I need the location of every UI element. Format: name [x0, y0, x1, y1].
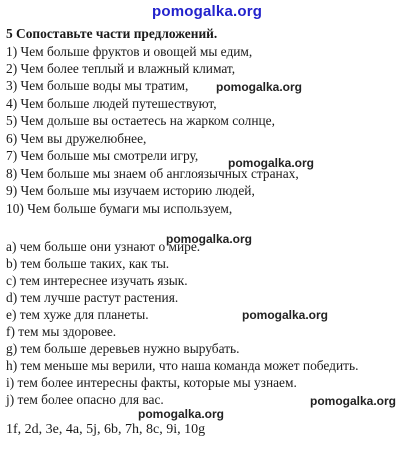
- ending-item: h) тем меньше мы верили, что наша команда может победить.: [6, 358, 359, 373]
- beginning-item: 4) Чем больше людей путешествуют,: [6, 96, 217, 111]
- beginning-item: 5) Чем дольше вы остаетесь на жарком солнце,: [6, 113, 275, 128]
- ending-item: d) тем лучше растут растения.: [6, 290, 179, 305]
- ending-item: a) чем больше они узнают о мире.: [6, 239, 201, 254]
- watermark: pomogalka.org: [228, 156, 315, 170]
- answer-key: 1f, 2d, 3e, 4a, 5j, 6b, 7h, 8c, 9i, 10g: [6, 422, 206, 437]
- beginning-item: 6) Чем вы дружелюбнее,: [6, 131, 147, 146]
- watermark: pomogalka.org: [166, 232, 253, 246]
- watermark: pomogalka.org: [138, 407, 225, 421]
- ending-item: c) тем интереснее изучать язык.: [6, 273, 188, 288]
- ending-item: e) тем хуже для планеты.: [6, 307, 149, 322]
- ending-item: f) тем мы здоровее.: [6, 324, 117, 339]
- beginning-item: 7) Чем больше мы смотрели игру,: [6, 148, 199, 163]
- ending-item: b) тем больше таких, как ты.: [6, 256, 170, 271]
- watermark: pomogalka.org: [216, 80, 303, 94]
- ending-item: g) тем больше деревьев нужно вырубать.: [6, 341, 240, 356]
- beginning-item: 9) Чем больше мы изучаем историю людей,: [6, 183, 255, 198]
- beginning-item: 8) Чем больше мы знаем об англоязычных странах,: [6, 166, 299, 181]
- beginning-item: 2) Чем более теплый и влажный климат,: [6, 61, 236, 76]
- watermark-top: pomogalka.org: [152, 3, 263, 20]
- beginning-item: 1) Чем больше фруктов и овощей мы едим,: [6, 44, 253, 59]
- ending-item: i) тем более интересны факты, которые мы узнаем.: [6, 375, 297, 390]
- watermark: pomogalka.org: [242, 308, 329, 322]
- exercise-title: 5 Сопоставьте части предложений.: [6, 26, 218, 41]
- ending-item: j) тем более опасно для вас.: [6, 392, 164, 407]
- beginning-item: 10) Чем больше бумаги мы используем,: [6, 201, 233, 216]
- watermark: pomogalka.org: [310, 394, 397, 408]
- beginning-item: 3) Чем больше воды мы тратим,: [6, 78, 189, 93]
